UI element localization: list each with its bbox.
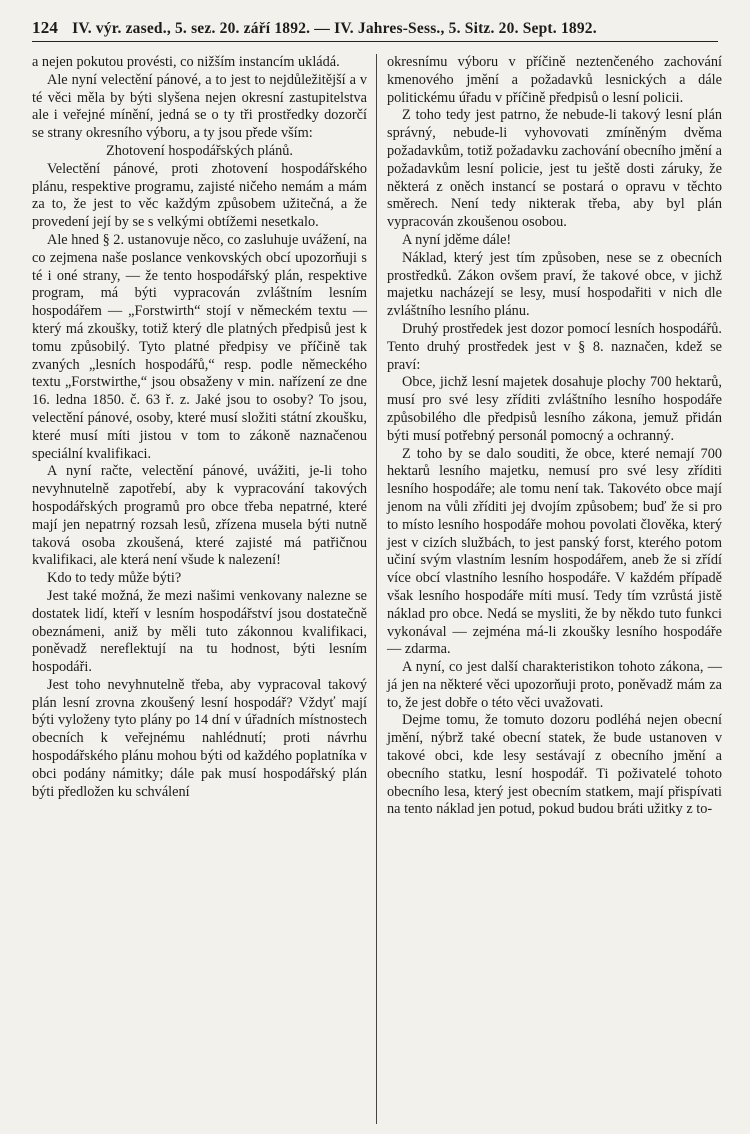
paragraph: Z toho tedy jest patrno, že nebude-li takový lesní plán správný, nebude-li vyhovovati zmíněným dvěma požadavkům, totiž požadavku zachování obecního jmění a požadavkům lesní policie, jest tu ještě dosti záruky, že některá z oněch instancí se postará o opravu v těchto směrech. Není tedy nikterak třeba, aby byl plán vypracován zkoušenou osobou.	[387, 107, 722, 231]
paragraph: Druhý prostředek jest dozor pomocí lesních hospodářů. Tento druhý prostředek jest v § 8. naznačen, kdež se praví:	[387, 320, 722, 373]
right-column	[383, 54, 722, 819]
column-divider	[376, 54, 377, 1124]
paragraph: Kdo to tedy může býti?	[47, 570, 182, 587]
paragraph: Z toho by se dalo souditi, že obce, které nemají 700 hektarů lesního majetku, nemusí pro své lesy zříditi lesního hospodáře; ale tomu není tak. Takovéto obce mají jenom na vůli zříditi jej dvojím způsobem; buď že si pro to místo lesního hospodáře mohou povolati člověka, který jest v cizích službách, to jest panský forst, kterého potom učiní svým vlastním lesním hospodářem, aneb že si zřídí více obcí vlastního lesního hospodáře. V každém případě však lesního hospodáře míti musí. Tedy tím vzrůstá jistě náklad pro obce. Nedá se mysliti, že by někdo tuto funkci vykonával — zejména má-li zkoušky lesního hospodáře — zdarma.	[387, 445, 722, 658]
paragraph: Dejme tomu, že tomuto dozoru podléhá nejen obecní jmění, nýbrž také obecní statek, že bude ustanoven v takové obci, kde lesy sestávají z obecního jmění a obecního statku, lesní hospodář. Ti poživatelé tohoto obecního lesa, který jest obecním statkem, mají přispívati na tento náklad jen potud, pokud budou bráti užitky z to-	[387, 712, 722, 818]
paragraph: Ale hned § 2. ustanovuje něco, co zasluhuje uvážení, na co zejmena naše poslance venkovských obcí upozorňuji s té i oné strany, — že tento hospodářský plán, respektive program, má býti vypracován zvláštním lesním hospodářem — „Forstwirth“ stojí v německém textu — který má zkoušky, totiž který dle platných předpisů jest k tomu způsobilý. Tyto platné předpisy ve příčině tak zvaných „lesních hospodářů,“ resp. podle německého textu „Forstwirthe,“ jsou obsaženy v min. nařízení ze dne 16. ledna 1850. č. 63 ř. z. Jaké jsou to osoby? To jsou, velectění pánové, osoby, které musí složiti státní zkoušku, které musí míti jistou v tom to zákoně naznačenou speciální kvalifikaci.	[32, 231, 367, 462]
paragraph: Jest také možná, že mezi našimi venkovany nalezne se dostatek lidí, kteří v lesním hospodářství jsou dostatečně obeznámeni, aniž by měli tuto zákonnou kvalifikaci, poněvadž nereflektují na tu hodnost, býti lesním hospodáři.	[32, 587, 367, 676]
paragraph: A nyní, co jest další charakteristikon tohoto zákona, — já jen na některé věci upozorňuji proto, poněvadž mám za to, že jest dobře o této věci uvažovati.	[387, 659, 722, 711]
paragraph: Jest toho nevyhnutelně třeba, aby vypracoval takový plán lesní zrovna zkoušený lesní hospodář? Vždyť mají býti vyloženy tyto plány po 14 dní v úřadních místnostech obecních k veřejnému nahlédnutí; proti návrhu hospodářského plánu mohou býti od každého poplatníka v obci podány námitky; dále pak musí hospodářský plán býti předložen ku schválení	[32, 676, 367, 800]
paragraph: Velectění pánové, proti zhotovení hospodářského plánu, respektive programu, zajisté ničeho nemám a mám za to, že jest to věc každým způsobem užitečná, a že provedení její by se s velkými obtížemi nesetkalo.	[32, 160, 367, 231]
section-heading: Zhotovení hospodářských plánů.	[105, 142, 294, 159]
paragraph: A nyní jděme dále!	[402, 231, 512, 248]
paragraph: Náklad, který jest tím způsoben, nese se z obecních prostředků. Zákon ovšem praví, že takové obce, v jichž majetku nacházejí se lesy, musí hospodařiti v nich dle zvláštního lesního plánu.	[387, 249, 722, 320]
paragraph: Ale nyní velectění pánové, a to jest to nejdůležitější a v té věci měla by býti slyšena nejen okresní zastupitelstva ale i veřejné mínění, jedná se o ty tři prostředky dozorčí se strany okresního výboru, a ty jsou předе vším:	[32, 71, 367, 142]
paragraph: okresnímu výboru v příčině neztenčeného zachování kmenového jmění a požadavků lesnických a dále politickému úřadu v příčině předpisů o lesní policii.	[387, 54, 722, 106]
page-number: 124	[32, 18, 59, 37]
left-column	[32, 54, 367, 819]
paragraph: a nejen pokutou provésti, co nižším instancím ukládá.	[32, 54, 340, 70]
text-columns	[32, 54, 728, 819]
paragraph: A nyní račte, velectění pánové, uvážiti, je-li toho nevyhnutelně zapotřebí, aby k vypracování takových hospodářských programů pro obce třeba nepatrné, které mají jen nepatrný rozsah lesů, zřízena musela býti nutně taková osoba zkoušená, které zajisté má patřičnou kvalifikaci, ale která není všude k nalezení!	[32, 463, 367, 569]
running-title: IV. výr. zased., 5. sez. 20. září 1892. — IV. Jahres-Sess., 5. Sitz. 20. Sept. 1892.	[72, 20, 597, 37]
paragraph: Obce, jichž lesní majetek dosahuje plochy 700 hektarů, musí pro své lesy zříditi zvláštního lesního hospodáře způsobilého dle předpisů lesního zákona, jemuž přidán býti musí potřebný personál pomocný a ochranný.	[387, 374, 722, 444]
page-header	[32, 18, 718, 42]
